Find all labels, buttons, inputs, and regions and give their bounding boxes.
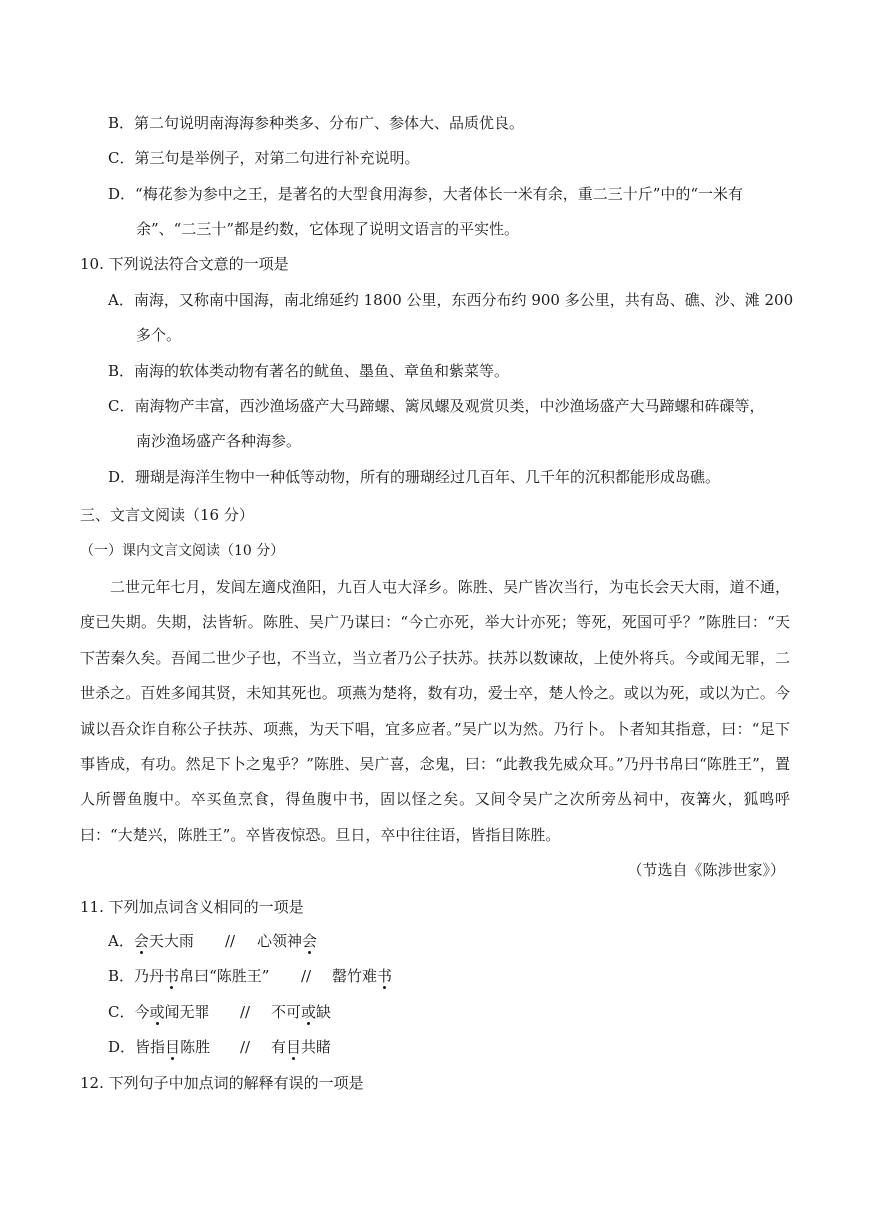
- dotted-word: 会: [133, 932, 149, 950]
- q10-option-a-line1: A．南海，又称南中国海，南北绵延约 1800 公里，东西分布约 900 多公里，共有岛、礁、沙、滩 200: [108, 291, 794, 309]
- q11-option-d-compare: 有目共睹: [271, 1038, 332, 1056]
- q11-option-a: A．会天大雨: [108, 932, 194, 950]
- q11-option-b: B．乃丹书帛曰“陈胜王”: [108, 967, 270, 985]
- q10-option-c-line2: 南沙渔场盛产各种海参。: [136, 432, 302, 450]
- q11-option-a-compare: 心领神会: [257, 932, 318, 950]
- dotted-word: 书: [164, 967, 180, 985]
- dotted-word: 目: [286, 1038, 302, 1056]
- dotted-word: 目: [165, 1038, 181, 1056]
- q10-option-d: D．珊瑚是海洋生物中一种低等动物，所有的珊瑚经过几百年、几千年的沉积都能形成岛礁。: [108, 468, 721, 486]
- dotted-word: 会: [302, 932, 318, 950]
- q11-option-c: C．今或闻无罪: [108, 1003, 210, 1021]
- q11-option-b-compare: 罄竹难书: [332, 967, 393, 985]
- q10-stem: 10. 下列说法符合文意的一项是: [80, 255, 289, 273]
- q12-stem: 12. 下列句子中加点词的解释有误的一项是: [80, 1074, 364, 1092]
- q9-option-b: B．第二句说明南海海参种类多、分布广、参体大、品质优良。: [108, 114, 525, 132]
- dotted-word: 或: [301, 1003, 317, 1021]
- q9-option-d-line2: 余”、“二三十”都是约数，它体现了说明文语言的平实性。: [136, 220, 520, 238]
- q11-b-separator: //: [301, 967, 312, 985]
- q11-option-d: D．皆指目陈胜: [108, 1038, 211, 1056]
- q11-d-separator: //: [240, 1038, 251, 1056]
- section-heading: 三、文言文阅读（16 分）: [80, 506, 254, 524]
- q9-option-d-line1: D．“梅花参为参中之王，是著名的大型食用海参，大者体长一米有余，重二三十斤”中的“一米有: [108, 185, 744, 203]
- option-letter: A．: [108, 932, 134, 950]
- dotted-word: 书: [377, 967, 393, 985]
- q11-c-separator: //: [240, 1003, 251, 1021]
- q11-stem: 11. 下列加点词含义相同的一项是: [80, 898, 304, 916]
- q11-option-c-compare: 不可或缺: [271, 1003, 332, 1021]
- q9-option-c: C．第三句是举例子，对第二句进行补充说明。: [108, 149, 420, 167]
- q10-option-a-line2: 多个。: [136, 326, 182, 344]
- option-letter: C．: [108, 1003, 135, 1021]
- subsection-heading: （一）课内文言文阅读（10 分）: [80, 543, 285, 559]
- dotted-word: 或: [149, 1003, 165, 1021]
- classical-passage: 二世元年七月，发闾左適戍渔阳，九百人屯大泽乡。陈胜、吴广皆次当行，为屯长会天大雨，道不通，度已失期。失期，法皆斩。陈胜、吴广乃谋曰：“今亡亦死，举大计亦死；等死，死国可乎？”陈胜曰：“天下苦秦久矣。吾闻二世少子也，不当立，当立者乃公子扶苏。扶苏以数谏故，上使外将兵。今或闻无罪，二世杀之。百姓多闻其贤，未知其死也。项燕为楚将，数有功，爱士卒，楚人怜之。或以为死，或以为亡。今诚以吾众诈自称公子扶苏、项燕，为天下唱，宜多应者。”吴广以为然。乃行卜。卜者知其指意，曰：“足下事皆成，有功。然足下卜之鬼乎？”陈胜、吴广喜，念鬼，曰：“此教我先威众耳。”乃丹书帛曰“陈胜王”，置人所罾鱼腹中。卒买鱼烹食，得鱼腹中书，固以怪之矣。又间令吴广之次所旁丛祠中，夜篝火，狐鸣呼曰：“大楚兴，陈胜王”。卒皆夜惊恐。旦日，卒中往往语，皆指目陈胜。: [80, 578, 790, 844]
- option-letter: D．: [108, 1038, 136, 1056]
- q10-option-c-line1: C．南海物产丰富，西沙渔场盛产大马蹄螺、篱凤螺及观赏贝类，中沙渔场盛产大马蹄螺和砗磲等，: [108, 397, 765, 415]
- option-letter: B．: [108, 967, 135, 985]
- q11-a-separator: //: [225, 932, 236, 950]
- q10-option-b: B．南海的软体类动物有著名的鱿鱼、墨鱼、章鱼和紫菜等。: [108, 362, 510, 380]
- passage-source: （节选自《陈涉世家》）: [627, 861, 785, 879]
